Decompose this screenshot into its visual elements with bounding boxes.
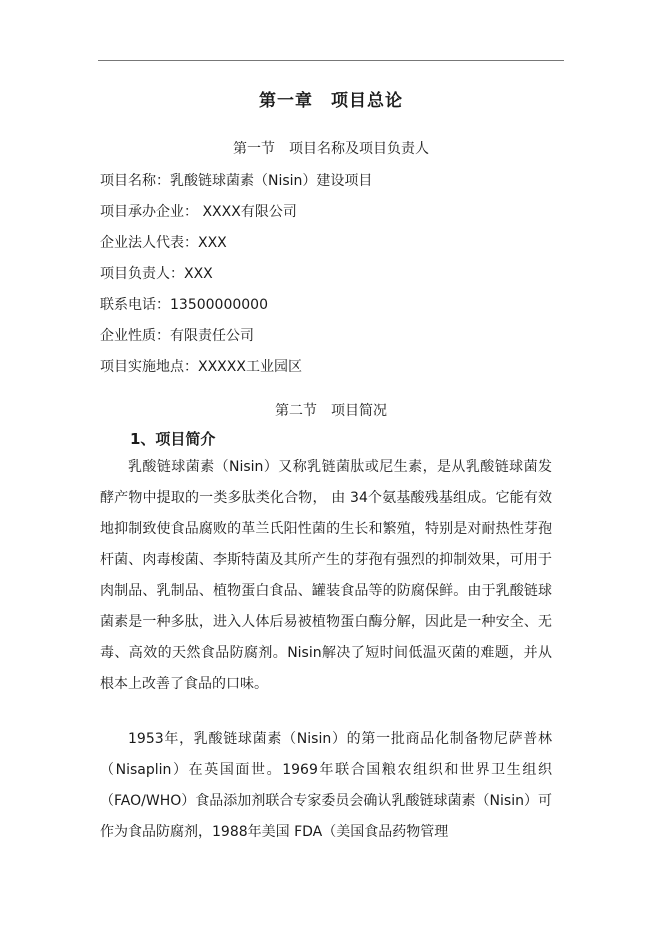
paragraph-2: 1953年，乳酸链球菌素（Nisin）的第一批商品化制备物尼萨普林（Nisaplin）在英国面世。1969年联合国粮农组织和世界卫生组织（FAO/WHO）食品添加剂联合专家委员会确认乳酸链球菌素（Nisin）可作为食品防腐剂，1988年美国 FDA（美国食品药物管理 [100,731,552,840]
header-rule [98,60,564,61]
section-1-number: 第一节 [233,141,275,157]
section-2-number: 第二节 [275,403,317,419]
section-1-title [0,138,662,158]
chapter-title [0,86,662,111]
info-legal-rep: 企业法人代表：XXX [100,235,227,251]
chapter-number: 第一章 [259,91,313,111]
info-phone: 联系电话：13500000000 [100,297,268,313]
section-2-title [0,400,662,420]
subheading: 1、项目简介 [130,430,216,448]
info-project-leader: 项目负责人：XXX [100,266,213,282]
info-company-type: 企业性质：有限责任公司 [100,328,254,344]
section-2-name: 项目简况 [331,403,387,419]
info-project-name: 项目名称：乳酸链球菌素（Nisin）建设项目 [100,173,373,189]
paragraph-1: 乳酸链球菌素（Nisin）又称乳链菌肽或尼生素，是从乳酸链球菌发酵产物中提取的一类多肽类化合物， 由 34个氨基酸残基组成。它能有效地抑制致使食品腐败的革兰氏阳性菌的生长和繁殖，特别是对耐热性芽孢杆菌、肉毒梭菌、李斯特菌及其所产生的芽孢有强烈的抑制效果，可用于肉制品、乳制品、植物蛋白食品、罐装食品等的防腐保鲜。由于乳酸链球菌素是一种多肽，进入人体后易被植物蛋白酶分解，因此是一种安全、无毒、高效的天然食品防腐剂。Nisin解决了短时间低温灭菌的难题，并从根本上改善了食品的口味。 [100,459,552,692]
chapter-name: 项目总论 [331,91,403,111]
info-location: 项目实施地点：XXXXX工业园区 [100,359,302,375]
section-1-name: 项目名称及项目负责人 [289,141,429,157]
info-company: 项目承办企业： XXXX有限公司 [100,204,297,220]
